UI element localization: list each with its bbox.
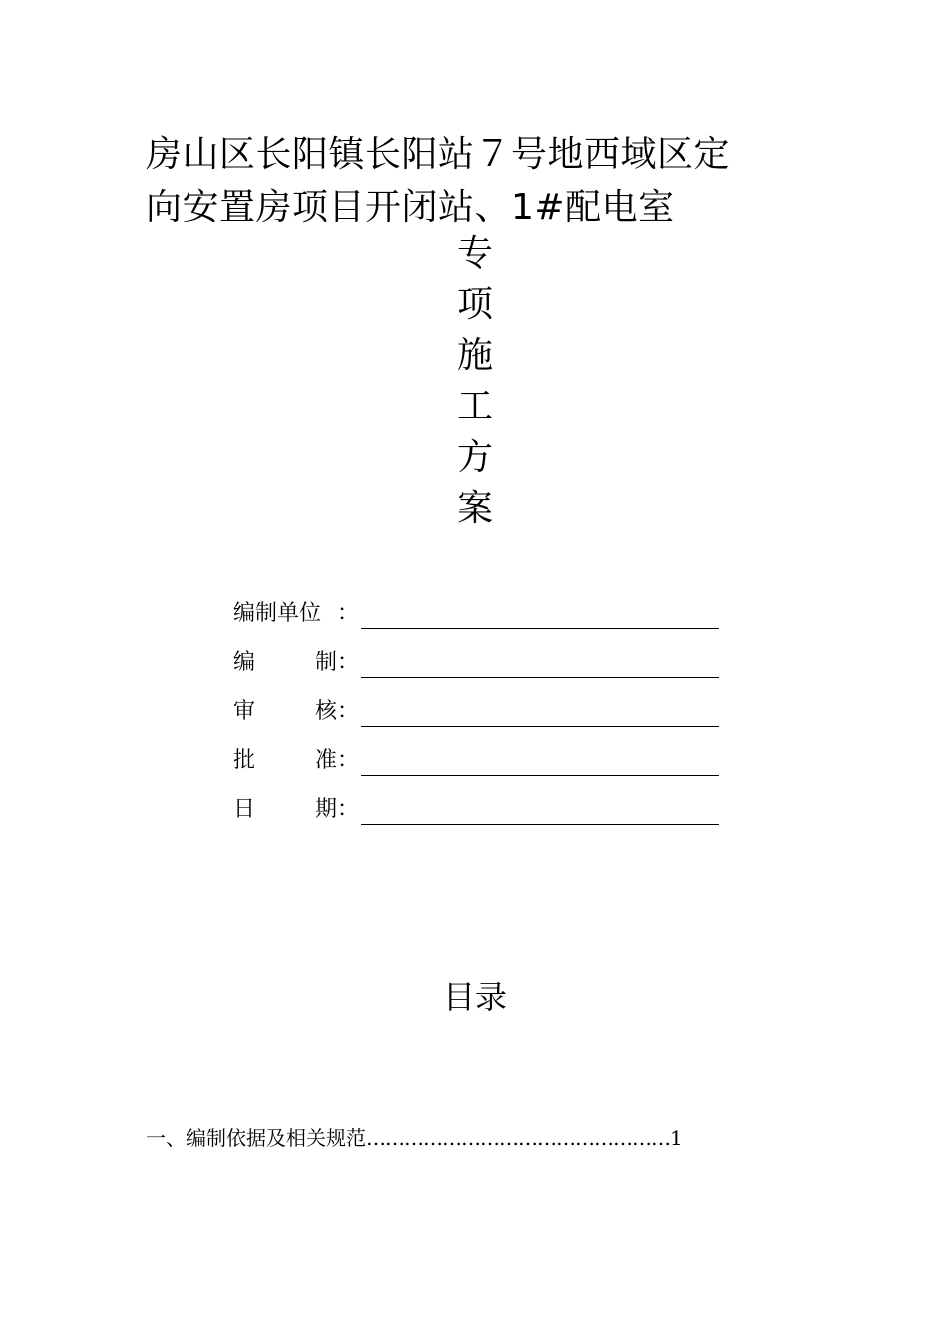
compiler-field[interactable]	[361, 647, 719, 678]
title-line-2: 向安置房项目开闭站、1#配电室	[146, 187, 675, 228]
info-label-text: 准：	[314, 748, 359, 773]
info-row-approver	[233, 727, 733, 776]
info-label	[233, 746, 359, 776]
subtitle-char: 项	[456, 284, 493, 325]
info-label-text: 期：	[314, 797, 359, 822]
table-of-contents	[146, 1124, 786, 1152]
info-label-text: 制：	[314, 650, 359, 675]
info-label-text: 批	[233, 748, 256, 773]
vertical-subtitle	[445, 228, 505, 534]
info-row-date	[233, 776, 733, 825]
info-label	[233, 648, 359, 678]
info-label	[233, 599, 359, 629]
subtitle-char: 工	[456, 386, 493, 427]
title-line-1: 房山区长阳镇长阳站７号地西域区定	[146, 134, 731, 175]
toc-page-number: 1	[670, 1126, 683, 1150]
info-label	[233, 697, 359, 727]
toc-entry[interactable]	[146, 1124, 786, 1152]
info-label-text: 编	[233, 650, 256, 675]
reviewer-field[interactable]	[361, 696, 719, 727]
info-row-compiler	[233, 629, 733, 678]
info-label-text: 核：	[314, 699, 359, 724]
document-title	[146, 128, 826, 234]
toc-entry-text: 一、编制依据及相关规范	[146, 1126, 366, 1150]
toc-heading: 目录	[442, 978, 507, 1016]
subtitle-char: 施	[456, 335, 493, 376]
info-row-compiling-unit	[233, 580, 733, 629]
date-field[interactable]	[361, 794, 719, 825]
info-label-text: 日	[233, 797, 256, 822]
approver-field[interactable]	[361, 745, 719, 776]
info-label	[233, 795, 359, 825]
info-row-reviewer	[233, 678, 733, 727]
subtitle-char: 专	[456, 233, 493, 274]
toc-leader-dots: …………………………………………	[366, 1126, 670, 1150]
compiling-unit-field[interactable]	[361, 598, 719, 629]
info-label-text: 审	[233, 699, 256, 724]
subtitle-char: 方	[456, 437, 493, 478]
info-label-text: 编制单位	[233, 601, 322, 626]
info-label-colon: ：	[336, 601, 359, 626]
subtitle-char: 案	[456, 488, 493, 529]
approval-form	[233, 580, 733, 825]
